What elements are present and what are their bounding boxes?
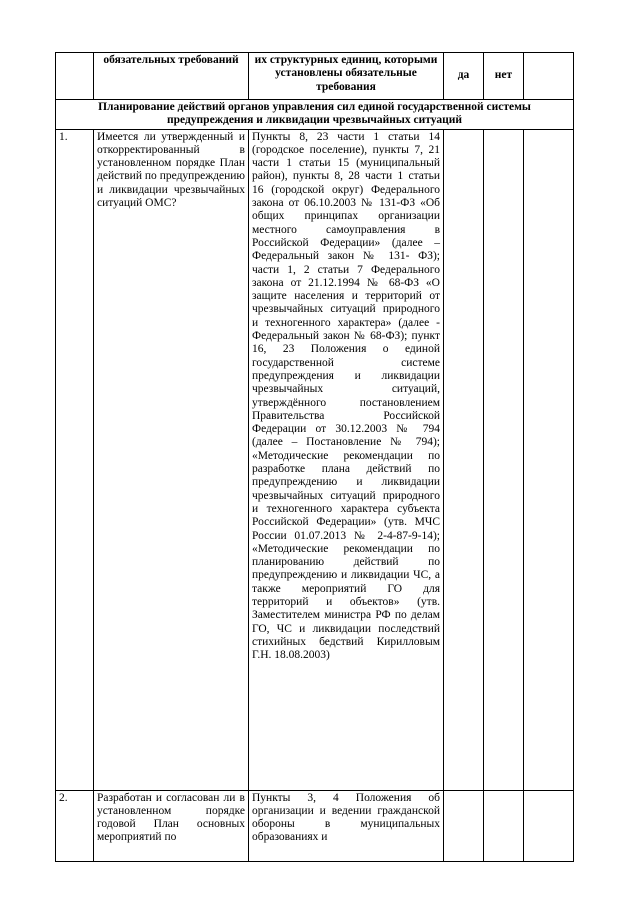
row-no-cell[interactable] bbox=[484, 129, 524, 790]
table-row bbox=[56, 129, 574, 790]
table-row bbox=[56, 790, 574, 861]
header-requirements: обязательных требований bbox=[94, 53, 249, 100]
header-num-cell bbox=[56, 53, 94, 100]
section-title: Планирование действий органов управления сил единой государственной системы предупреждения и ликвидации чрезвычайных ситуаций bbox=[56, 100, 574, 130]
header-acts: их структурных единиц, которыми установлены обязательные требования bbox=[249, 53, 444, 100]
header-note-cell bbox=[524, 53, 574, 100]
row-no-cell[interactable] bbox=[484, 790, 524, 861]
row-question: Имеется ли утвержденный и откорректированный в установленном порядке План действий по предупреждению и ликвидации чрезвычайных ситуаций ОМС? bbox=[94, 129, 249, 790]
section-row bbox=[56, 100, 574, 130]
header-no: нет bbox=[484, 53, 524, 100]
header-yes: да bbox=[444, 53, 484, 100]
row-question: Разработан и согласован ли в установленном порядке годовой План основных мероприятий по bbox=[94, 790, 249, 861]
row-yes-cell[interactable] bbox=[444, 129, 484, 790]
row-number: 2. bbox=[56, 790, 94, 861]
row-note-cell[interactable] bbox=[524, 129, 574, 790]
row-reference: Пункты 8, 23 части 1 статьи 14 (городское поселение), пункты 7, 21 части 1 статьи 15 (муниципальный район), пункты 8, 28 части 1 статьи 16 (городской округ) Федерального закона от 06.10.2003 № 131-ФЗ «Об общих принципах организации местного самоуправления в Российской Федерации» (далее – Федеральный закон № 131- ФЗ); части 1, 2 статьи 7 Федерального закона от 21.12.1994 № 68-ФЗ «О защите населения и территорий от чрезвычайных ситуаций природного и техногенного характера» (далее - Федеральный закон № 68-ФЗ); пункт 16, 23 Положения о единой государственной системе предупреждения и ликвидации чрезвычайных ситуаций, утверждённого постановлением Правительства Российской Федерации от 30.12.2003 № 794 (далее – Постановление № 794); «Методические рекомендации по разработке плана действий по предупреждению и ликвидации чрезвычайных ситуаций природного и техногенного характера субъекта Российской Федерации» (утв. МЧС России 01.07.2013 № 2-4-87-9-14); «Методические рекомендации по планированию действий по предупреждению и ликвидации ЧС, а также мероприятий ГО для территорий и объектов» (утв. Заместителем министра РФ по делам ГО, ЧС и ликвидации последствий стихийных бедствий Кирилловым Г.Н. 18.08.2003) bbox=[249, 129, 444, 790]
row-reference: Пункты 3, 4 Положения об организации и ведении гражданской обороны в муниципальных образованиях и bbox=[249, 790, 444, 861]
row-note-cell[interactable] bbox=[524, 790, 574, 861]
row-yes-cell[interactable] bbox=[444, 790, 484, 861]
row-number: 1. bbox=[56, 129, 94, 790]
table-header-row bbox=[56, 53, 574, 100]
checklist-table bbox=[55, 52, 574, 862]
